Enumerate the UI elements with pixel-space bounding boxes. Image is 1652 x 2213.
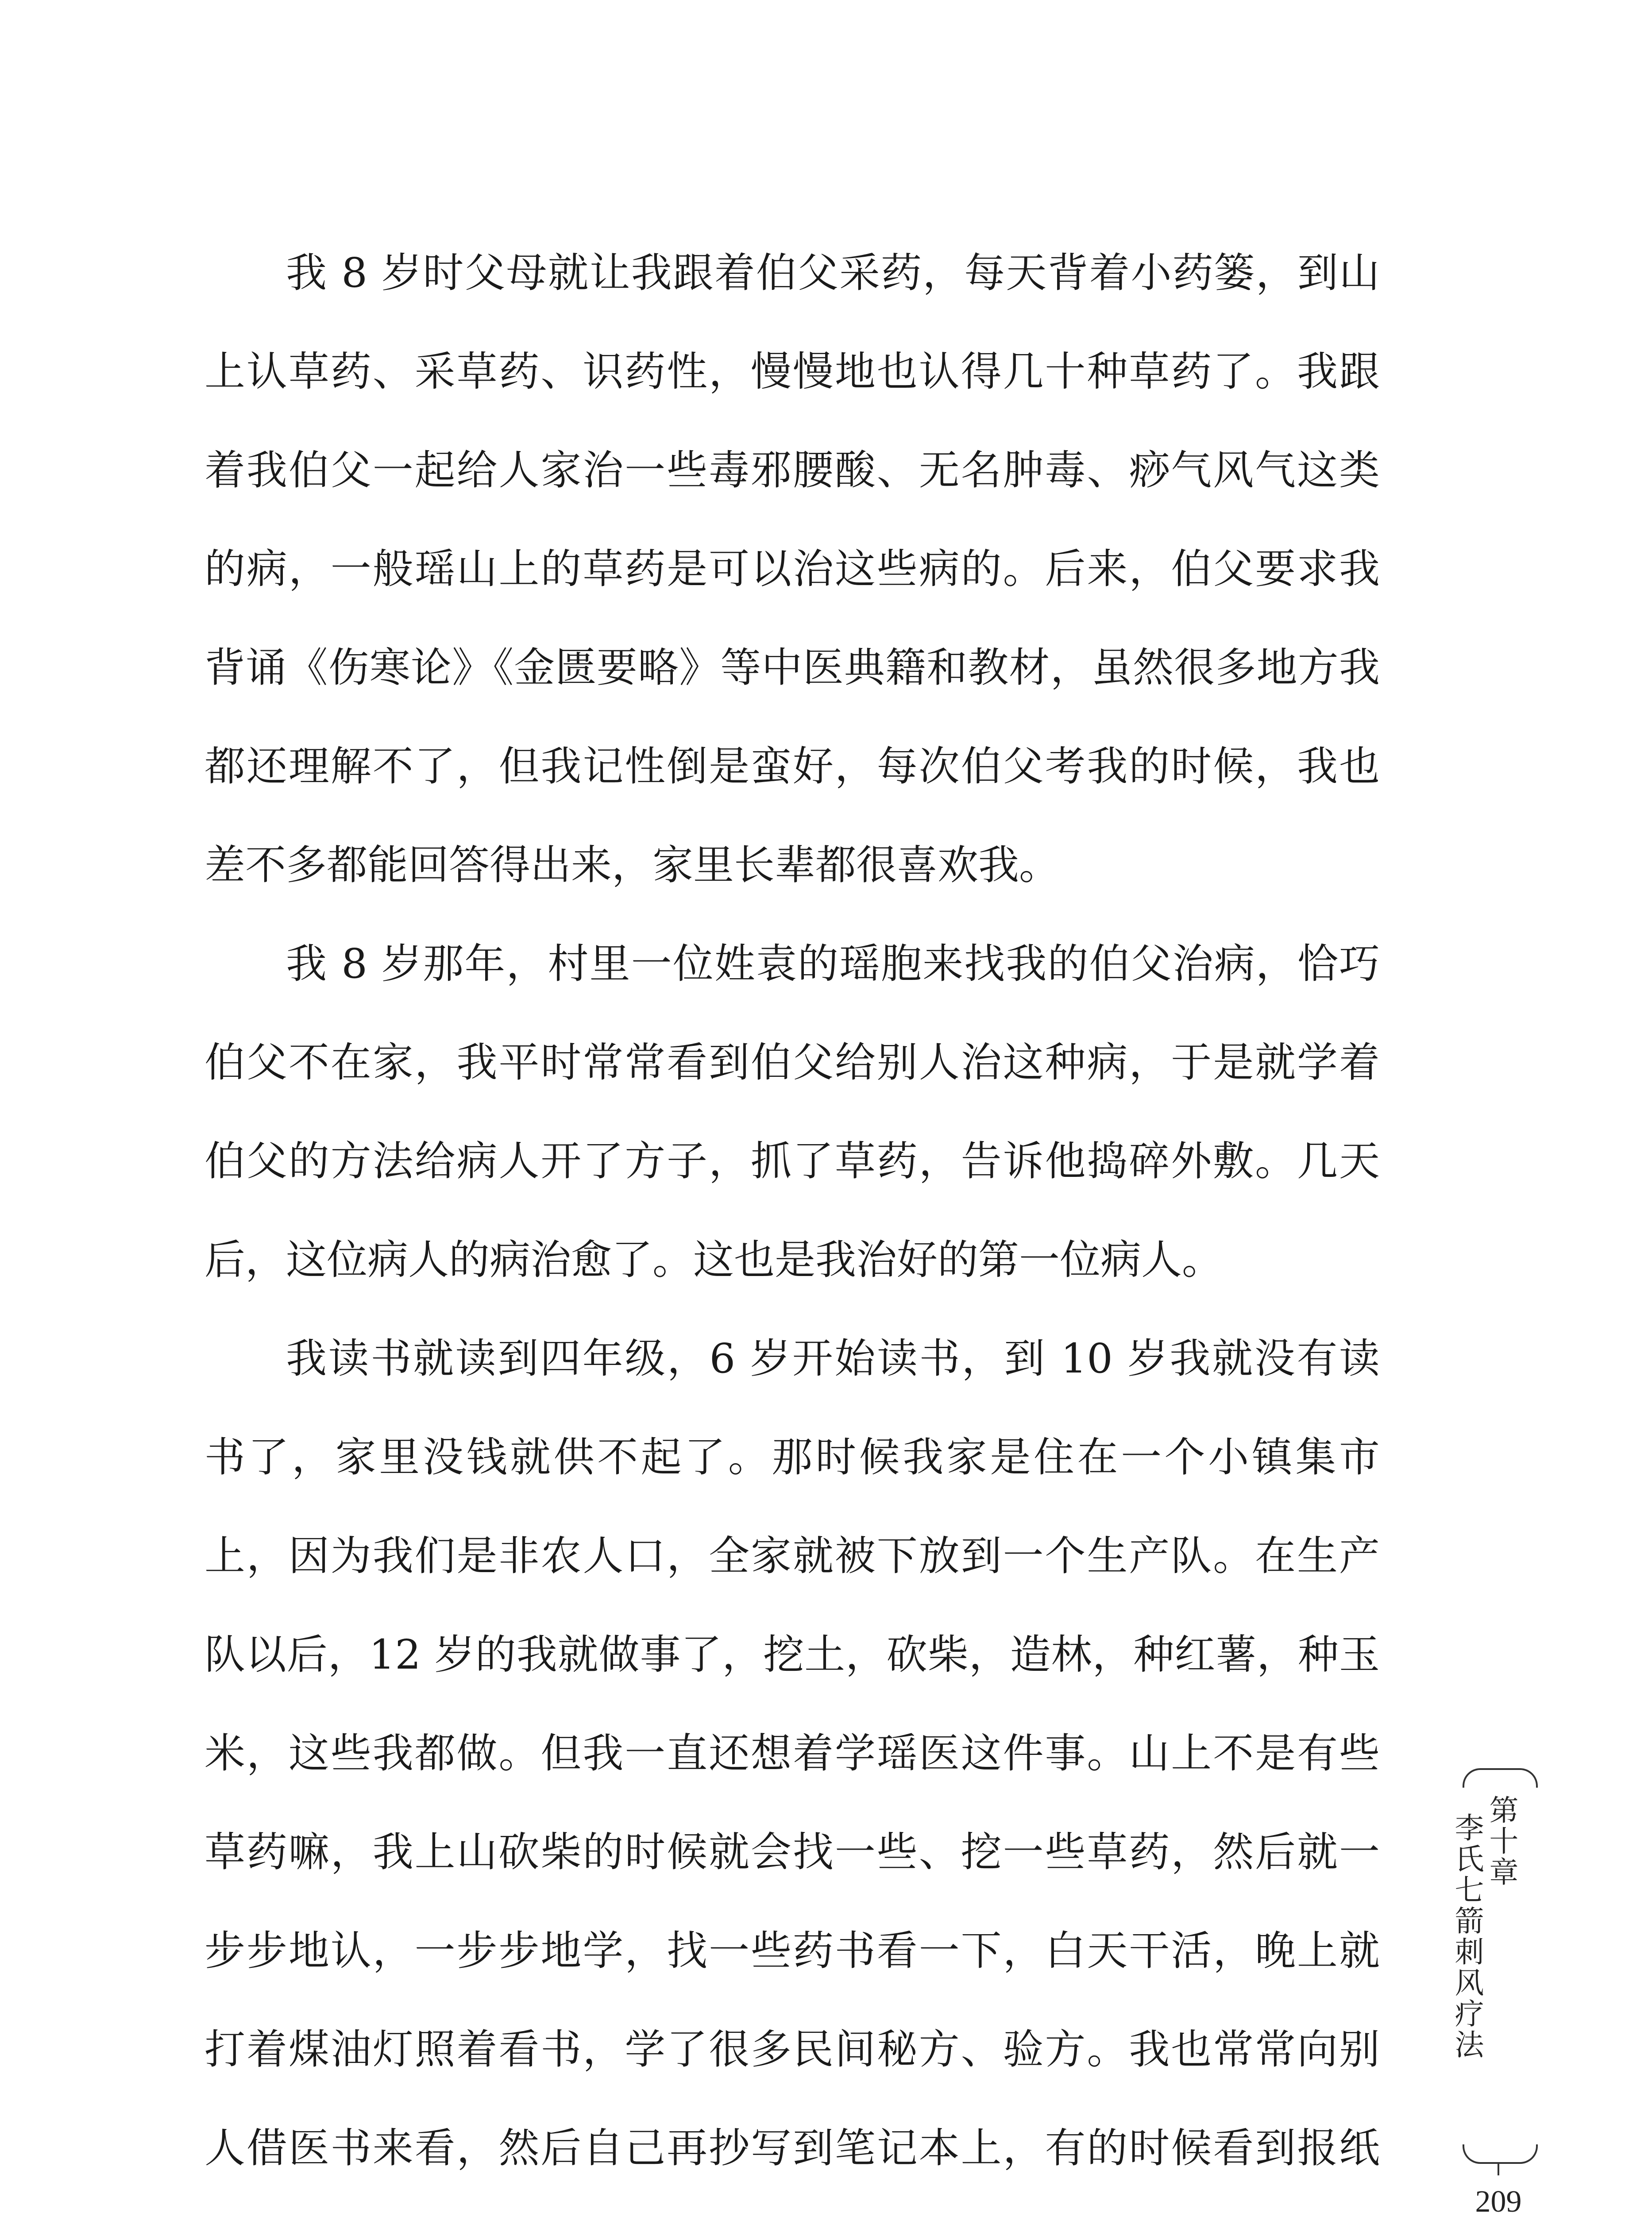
tab-bracket-top <box>1463 1768 1538 1788</box>
chapter-side-tab <box>1452 1768 1545 2213</box>
paragraph-2: 我 8 岁那年，村里一位姓袁的瑶胞来找我的伯父治病，恰巧伯父不在家，我平时常常看到伯父给别人治这种病，于是就学着伯父的方法给病人开了方子，抓了草药，告诉他捣碎外敷。几天后，这位病人的病治愈了。这也是我治好的第一位病人。 <box>205 940 1380 1284</box>
chapter-label: 第十章 <box>1484 1795 1518 1888</box>
tab-bracket-bottom <box>1463 2144 1538 2164</box>
paragraph-3: 我读书就读到四年级，6 岁开始读书，到 10 岁我就没有读书了，家里没钱就供不起了。那时候我家是住在一个小镇集市上，因为我们是非农人口，全家就被下放到一个生产队。在生产队以后，12 岁的我就做事了，挖土，砍柴，造林，种红薯，种玉米，这些我都做。但我一直还想着学瑶医这件事。山上不是有些草药嘛，我上山砍柴的时候就会找一些、挖一些草药，然后就一步步地认，一步步地学，找一些药书看一下，白天干活，晚上就打着煤油灯照着看书，学了很多民间秘方、验方。我也常常向别人借医书来看，然后自己再抄写到笔记本上，有的时候看到报纸 <box>205 1335 1380 2172</box>
chapter-name: 李氏七箭刺风疗法 <box>1450 1812 1484 2060</box>
body-text <box>205 224 1380 2213</box>
page-number: 209 <box>1475 2185 1522 2213</box>
chapter-title-vertical <box>1450 1795 1518 2140</box>
paragraph-1: 我 8 岁时父母就让我跟着伯父采药，每天背着小药篓，到山上认草药、采草药、识药性，慢慢地也认得几十种草药了。我跟着我伯父一起给人家治一些毒邪腰酸、无名肿毒、痧气风气这类的病，一般瑶山上的草药是可以治这些病的。后来，伯父要求我背诵《伤寒论》《金匮要略》等中医典籍和教材，虽然很多地方我都还理解不了，但我记性倒是蛮好，每次伯父考我的时候，我也差不多都能回答得出来，家里长辈都很喜欢我。 <box>205 249 1380 889</box>
tab-divider <box>1498 2162 1499 2175</box>
